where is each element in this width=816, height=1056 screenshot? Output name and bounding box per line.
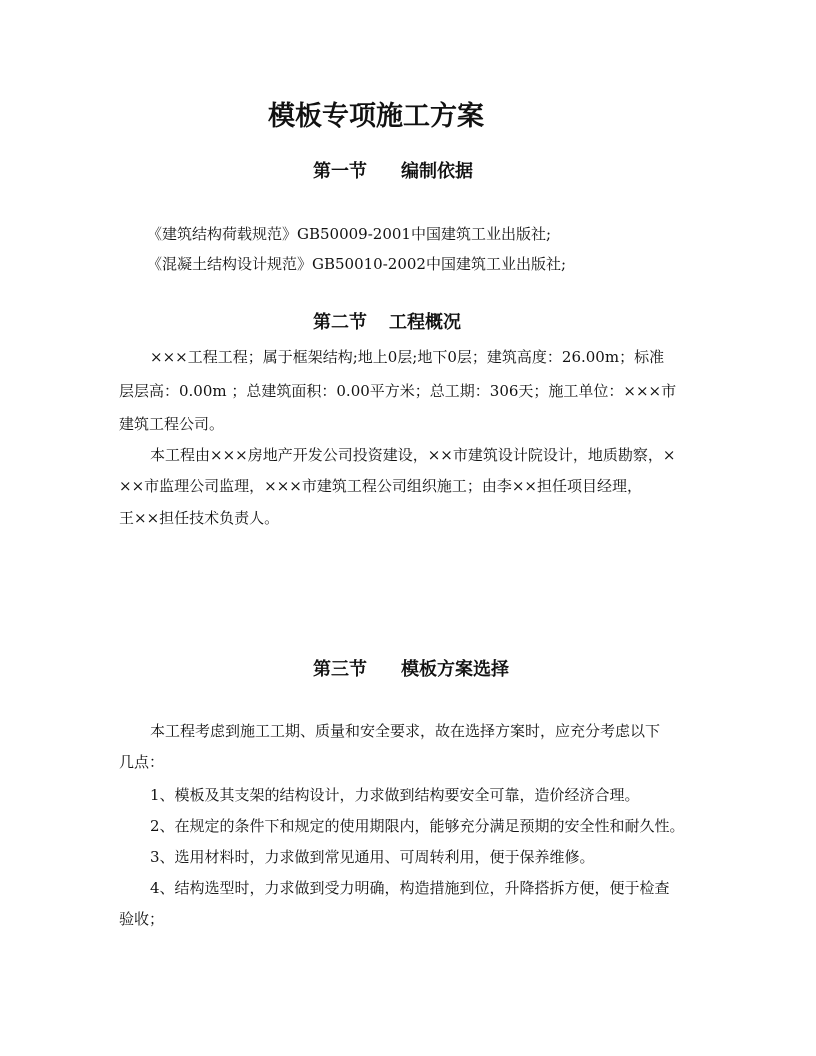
paragraph-line: ×××工程工程；属于框架结构;地上0层;地下0层；建筑高度：26.00m；标准 (150, 348, 665, 366)
paragraph-line: 层层高：0.00m ；总建筑面积：0.00平方米；总工期：306天；施工单位：×××市 (119, 382, 677, 400)
list-item: 4、结构选型时，力求做到受力明确，构造措施到位，升降搭拆方便，便于检查 (150, 879, 670, 897)
section-3-heading (313, 658, 509, 682)
list-item: 2、在规定的条件下和规定的使用期限内，能够充分满足预期的安全性和耐久性。 (150, 817, 685, 835)
section-1-heading (313, 160, 473, 184)
paragraph-line: 本工程考虑到施工工期、质量和安全要求，故在选择方案时，应充分考虑以下 (150, 722, 661, 740)
section-number: 第二节 (313, 312, 367, 333)
section-name: 编制依据 (401, 161, 473, 182)
reference-item: 《建筑结构荷载规范》GB50009-2001中国建筑工业出版社; (147, 225, 552, 243)
reference-item: 《混凝土结构设计规范》GB50010-2002中国建筑工业出版社; (147, 255, 567, 273)
paragraph-line: 本工程由×××房地产开发公司投资建设，××市建筑设计院设计，地质勘察，× (150, 446, 676, 464)
section-name: 模板方案选择 (401, 659, 509, 680)
list-item: 验收； (119, 910, 165, 928)
document-title: 模板专项施工方案 (268, 101, 484, 132)
section-number: 第三节 (313, 659, 367, 680)
section-2-heading (313, 311, 461, 335)
paragraph-line: 王××担任技术负责人。 (119, 509, 280, 527)
section-number: 第一节 (313, 161, 367, 182)
list-item: 1、模板及其支架的结构设计，力求做到结构要安全可靠，造价经济合理。 (150, 786, 640, 804)
paragraph-line: 建筑工程公司。 (119, 415, 225, 433)
section-name: 工程概况 (389, 312, 461, 333)
list-item: 3、选用材料时，力求做到常见通用、可周转利用，便于保养维修。 (150, 848, 595, 866)
paragraph-line: 几点： (119, 753, 165, 771)
paragraph-line: ××市监理公司监理，×××市建筑工程公司组织施工；由李××担任项目经理， (119, 477, 642, 495)
